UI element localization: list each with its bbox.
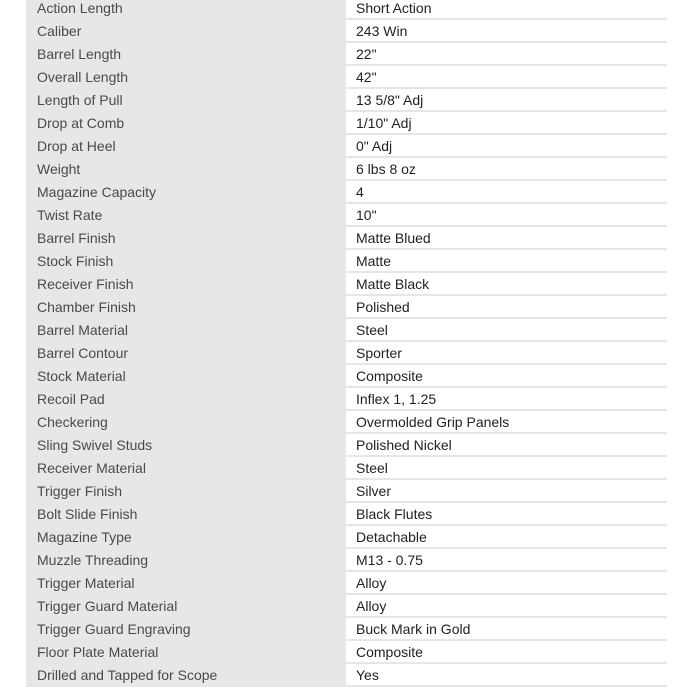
spec-label: Chamber Finish (26, 296, 346, 317)
spec-label: Floor Plate Material (26, 641, 346, 662)
spec-label: Muzzle Threading (26, 549, 346, 570)
spec-value: Buck Mark in Gold (346, 618, 667, 639)
spec-label: Drop at Comb (26, 112, 346, 133)
spec-label: Receiver Finish (26, 273, 346, 294)
spec-row (26, 89, 667, 112)
spec-value: 6 lbs 8 oz (346, 158, 667, 179)
spec-row (26, 20, 667, 43)
spec-value: Alloy (346, 572, 667, 593)
spec-value: Overmolded Grip Panels (346, 411, 667, 432)
spec-row (26, 388, 667, 411)
spec-value: Sporter (346, 342, 667, 363)
spec-label: Magazine Capacity (26, 181, 346, 202)
spec-row (26, 273, 667, 296)
spec-label: Trigger Finish (26, 480, 346, 501)
spec-label: Action Length (26, 0, 346, 18)
spec-label: Drilled and Tapped for Scope (26, 664, 346, 685)
spec-value: 22" (346, 43, 667, 64)
spec-row (26, 549, 667, 572)
spec-row (26, 0, 667, 20)
spec-value: Detachable (346, 526, 667, 547)
spec-label: Trigger Guard Material (26, 595, 346, 616)
spec-value: Matte Black (346, 273, 667, 294)
spec-value: Black Flutes (346, 503, 667, 524)
spec-row (26, 319, 667, 342)
spec-label: Overall Length (26, 66, 346, 87)
spec-row (26, 457, 667, 480)
spec-value: 0" Adj (346, 135, 667, 156)
spec-label: Barrel Length (26, 43, 346, 64)
spec-row (26, 342, 667, 365)
spec-value: M13 - 0.75 (346, 549, 667, 570)
spec-label: Barrel Contour (26, 342, 346, 363)
spec-row (26, 158, 667, 181)
spec-label: Drop at Heel (26, 135, 346, 156)
spec-label: Stock Finish (26, 250, 346, 271)
spec-row (26, 618, 667, 641)
spec-value: Silver (346, 480, 667, 501)
spec-row (26, 250, 667, 273)
spec-value: 42" (346, 66, 667, 87)
spec-label: Trigger Guard Engraving (26, 618, 346, 639)
spec-row (26, 181, 667, 204)
spec-row (26, 664, 667, 687)
spec-value: Composite (346, 641, 667, 662)
spec-label: Length of Pull (26, 89, 346, 110)
spec-value: Polished (346, 296, 667, 317)
spec-value: Polished Nickel (346, 434, 667, 455)
spec-row (26, 434, 667, 457)
spec-label: Sling Swivel Studs (26, 434, 346, 455)
spec-row (26, 480, 667, 503)
spec-row (26, 641, 667, 664)
spec-row (26, 296, 667, 319)
spec-value: Inflex 1, 1.25 (346, 388, 667, 409)
spec-row (26, 526, 667, 549)
spec-row (26, 365, 667, 388)
spec-label: Barrel Finish (26, 227, 346, 248)
spec-value: 243 Win (346, 20, 667, 41)
spec-value: Matte (346, 250, 667, 271)
spec-row (26, 572, 667, 595)
spec-value: Composite (346, 365, 667, 386)
spec-row (26, 43, 667, 66)
spec-label: Receiver Material (26, 457, 346, 478)
spec-label: Bolt Slide Finish (26, 503, 346, 524)
spec-row (26, 411, 667, 434)
spec-value: 13 5/8" Adj (346, 89, 667, 110)
spec-value: Alloy (346, 595, 667, 616)
spec-label: Barrel Material (26, 319, 346, 340)
spec-label: Checkering (26, 411, 346, 432)
specifications-table (26, 0, 667, 687)
spec-label: Stock Material (26, 365, 346, 386)
spec-label: Twist Rate (26, 204, 346, 225)
spec-label: Weight (26, 158, 346, 179)
spec-row (26, 227, 667, 250)
spec-row (26, 595, 667, 618)
spec-row (26, 204, 667, 227)
spec-row (26, 112, 667, 135)
spec-row (26, 66, 667, 89)
spec-value: Matte Blued (346, 227, 667, 248)
spec-label: Caliber (26, 20, 346, 41)
spec-label: Trigger Material (26, 572, 346, 593)
spec-value: Yes (346, 664, 667, 685)
spec-row (26, 135, 667, 158)
spec-value: 10" (346, 204, 667, 225)
spec-label: Recoil Pad (26, 388, 346, 409)
spec-value: 1/10" Adj (346, 112, 667, 133)
spec-value: Steel (346, 457, 667, 478)
spec-value: Short Action (346, 0, 667, 18)
spec-value: Steel (346, 319, 667, 340)
spec-label: Magazine Type (26, 526, 346, 547)
spec-row (26, 503, 667, 526)
spec-value: 4 (346, 181, 667, 202)
